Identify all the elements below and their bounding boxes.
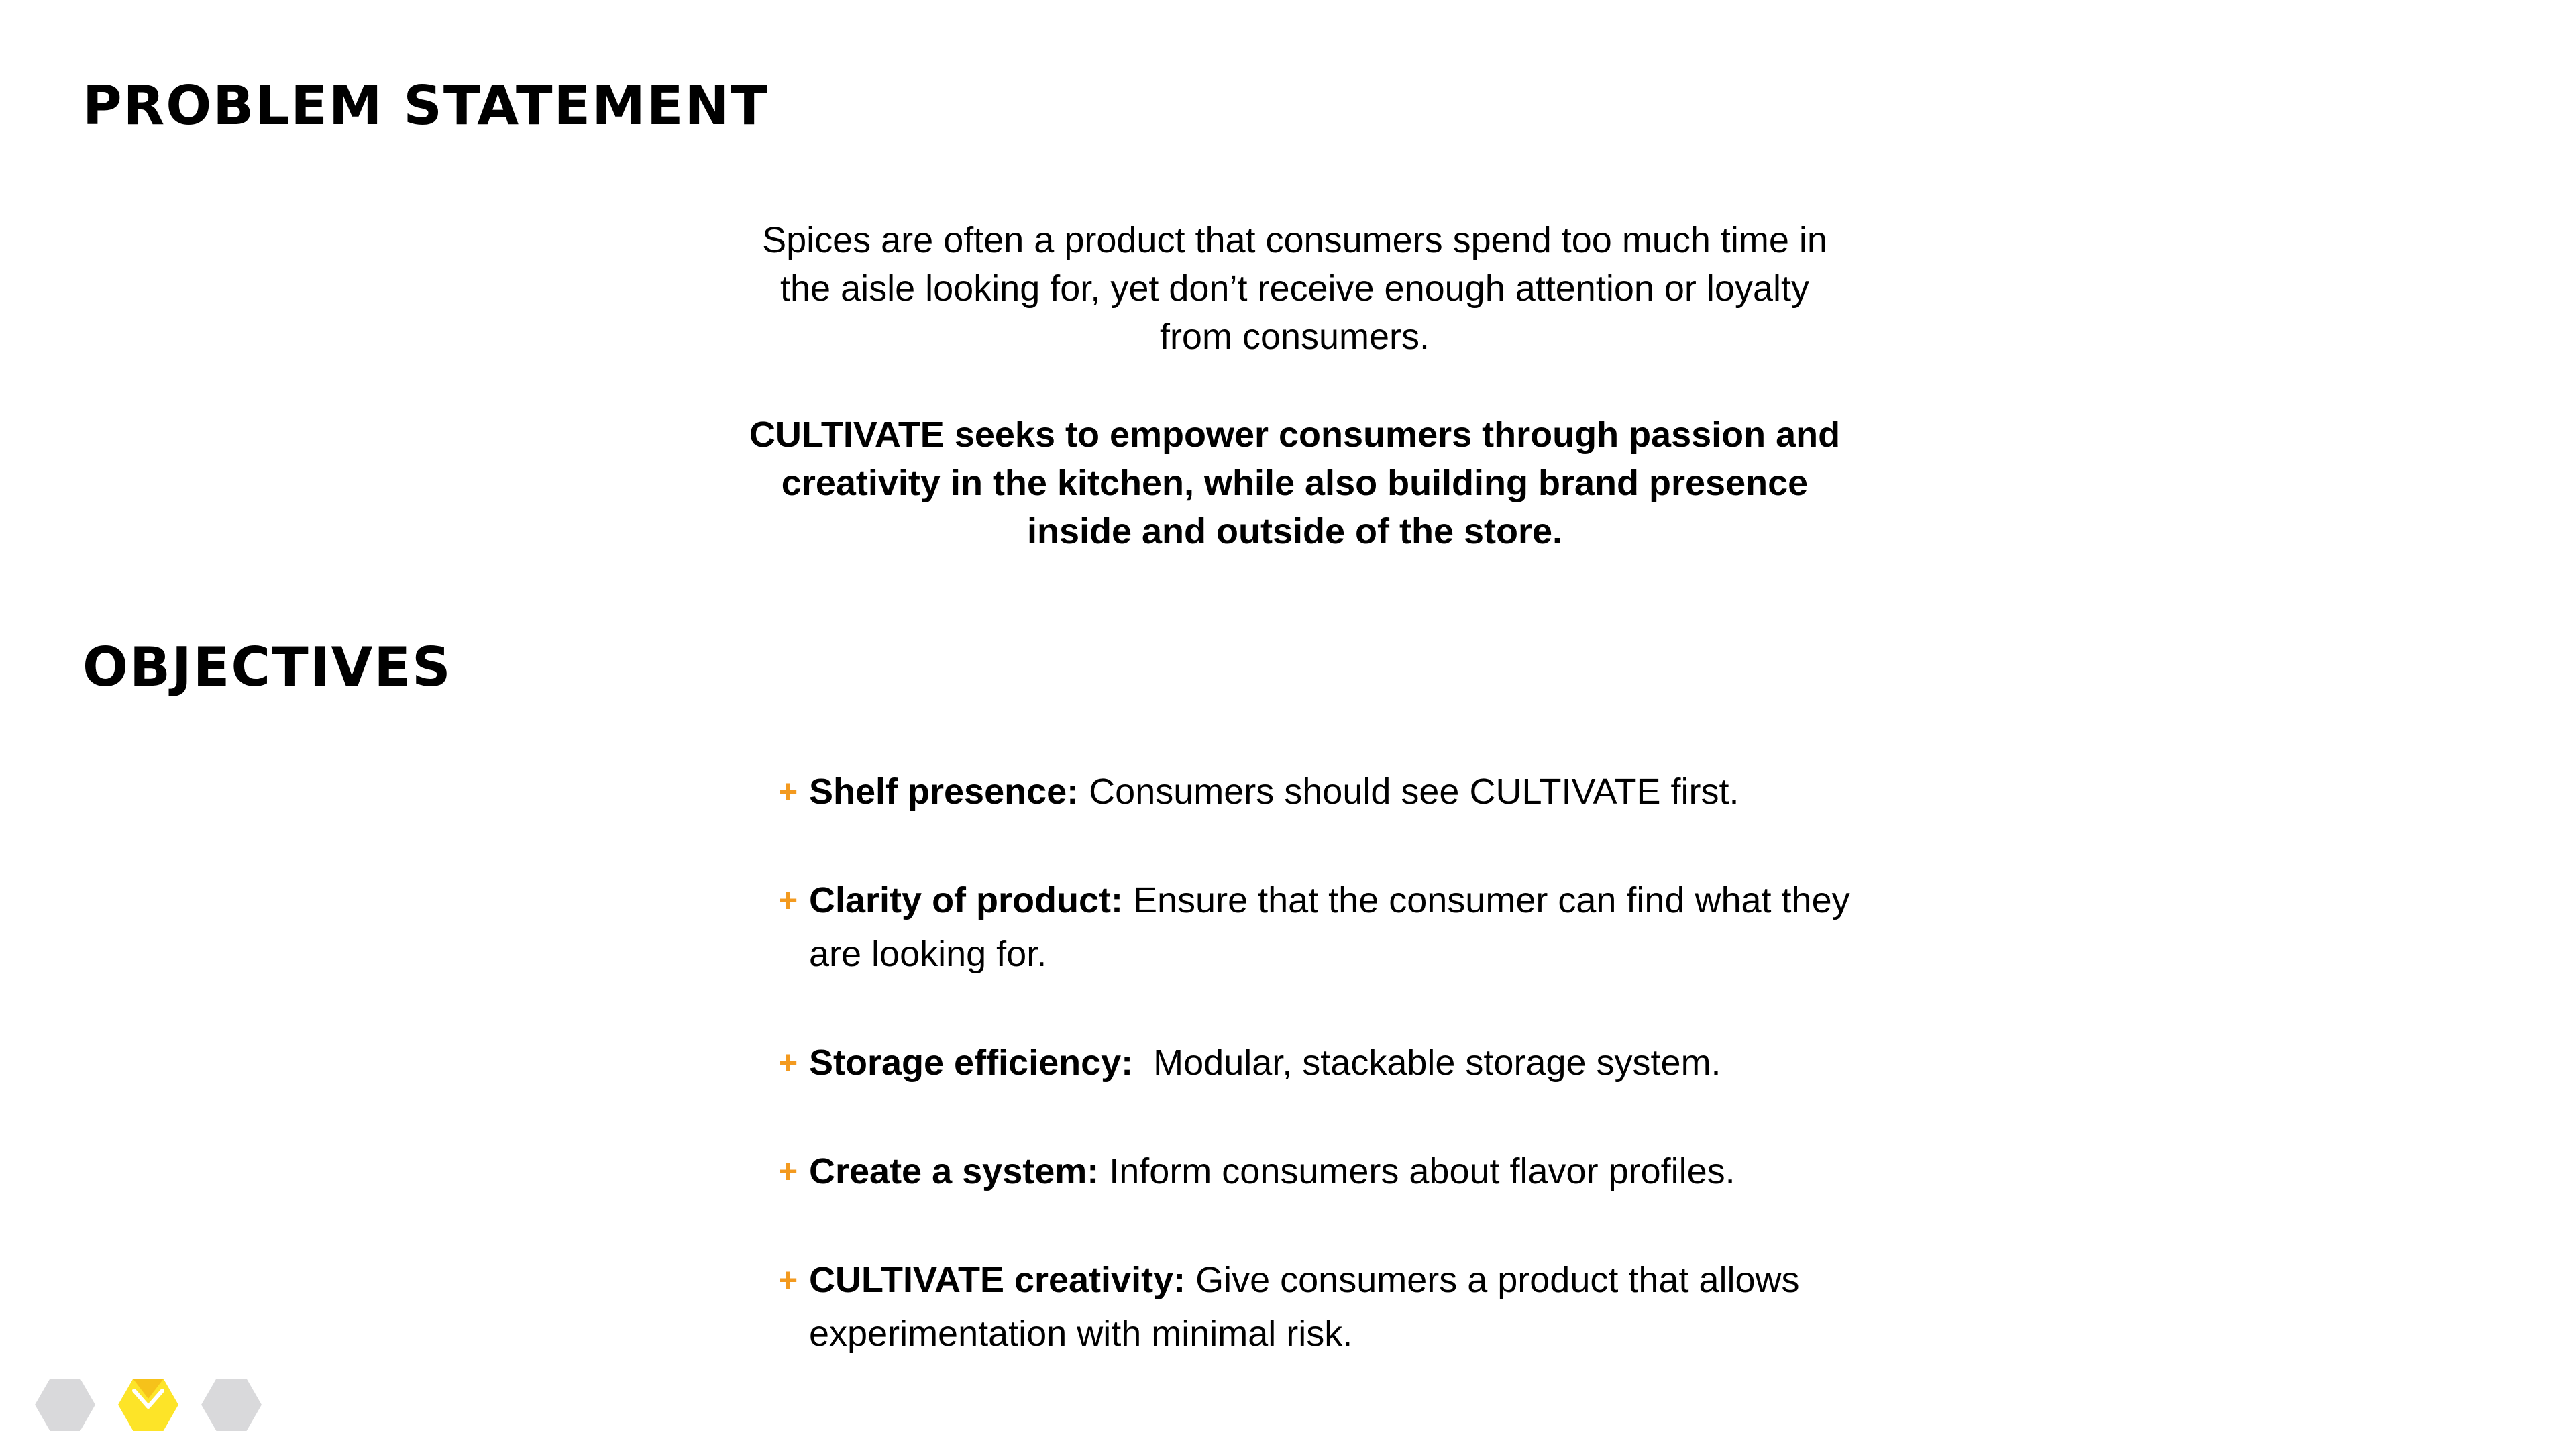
plus-bullet-icon: + bbox=[778, 881, 798, 919]
objective-text: Give consumers a product that allows experimentation with minimal risk. bbox=[809, 1260, 1800, 1354]
cultivate-logo-icon bbox=[118, 1379, 178, 1431]
objective-text: Modular, stackable storage system. bbox=[1133, 1042, 1721, 1083]
problem-paragraph: Spices are often a product that consumers spend too much time in the aisle looking for, yet don’t receive enough attention or loyalty from consumers. bbox=[762, 220, 1827, 357]
objective-item-shelf-presence bbox=[778, 765, 1865, 818]
objective-item-storage-efficiency bbox=[778, 1036, 1865, 1089]
objectives-heading: OBJECTIVES bbox=[83, 636, 452, 698]
objective-item-cultivate-creativity bbox=[778, 1253, 1865, 1360]
objective-label: Create a system: bbox=[809, 1151, 1099, 1191]
objective-item-clarity-of-product bbox=[778, 873, 1865, 981]
objective-text: Consumers should see CULTIVATE first. bbox=[1079, 771, 1739, 812]
plus-bullet-icon: + bbox=[778, 1044, 798, 1081]
hexagon-icon[interactable] bbox=[201, 1379, 262, 1431]
slide-nav bbox=[35, 1379, 270, 1432]
mission-statement: CULTIVATE seeks to empower consumers through passion and creativity in the kitchen, while also building brand presence inside and outside of the store. bbox=[749, 415, 1841, 551]
plus-bullet-icon: + bbox=[778, 1152, 798, 1190]
problem-statement-heading: PROBLEM STATEMENT bbox=[83, 74, 769, 137]
objective-text: Ensure that the consumer can find what they are looking for. bbox=[809, 880, 1850, 974]
objective-label: Storage efficiency: bbox=[809, 1042, 1134, 1083]
plus-bullet-icon: + bbox=[778, 1261, 798, 1299]
objectives-list bbox=[778, 765, 1865, 1415]
objective-label: Clarity of product: bbox=[809, 880, 1123, 920]
objective-label: CULTIVATE creativity: bbox=[809, 1260, 1186, 1300]
objective-item-create-a-system bbox=[778, 1144, 1865, 1198]
hexagon-logo-icon[interactable] bbox=[118, 1379, 178, 1431]
hexagon-icon[interactable] bbox=[35, 1379, 95, 1431]
objective-text: Inform consumers about flavor profiles. bbox=[1099, 1151, 1735, 1191]
objective-label: Shelf presence: bbox=[809, 771, 1079, 812]
plus-bullet-icon: + bbox=[778, 773, 798, 810]
